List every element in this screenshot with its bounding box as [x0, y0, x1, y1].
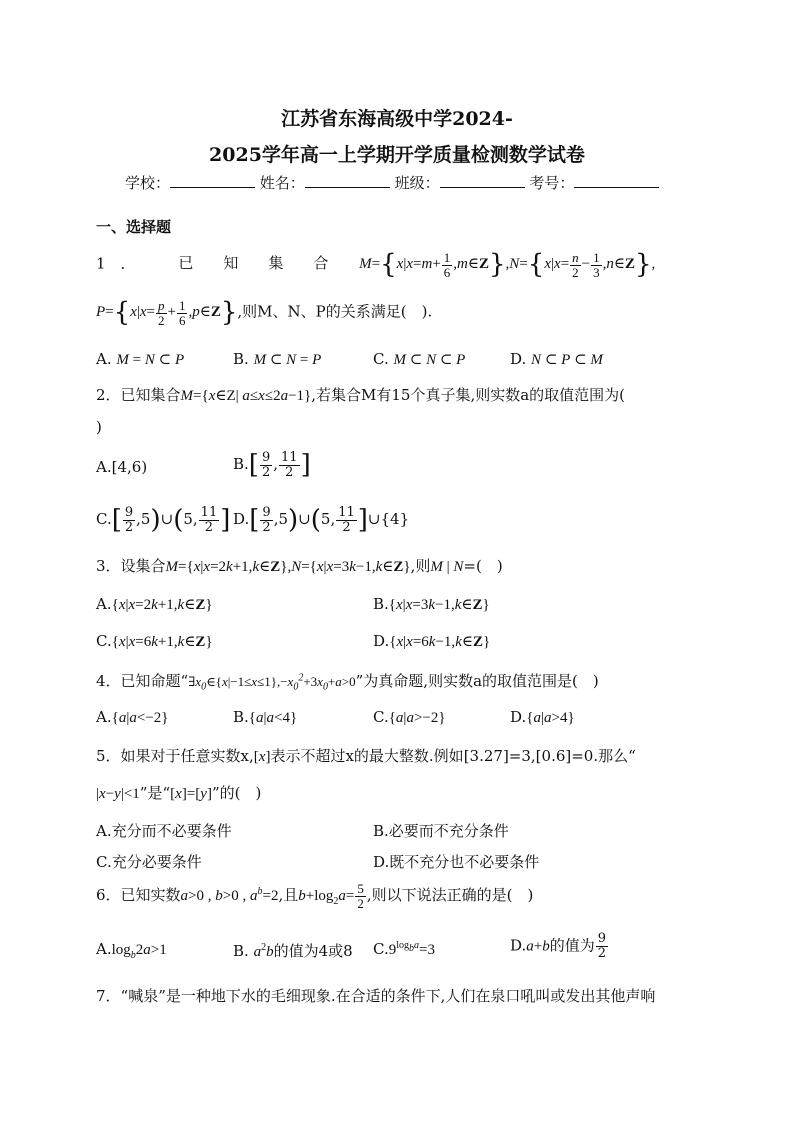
q3-expr: M | N — [430, 559, 464, 575]
q2-option-a[interactable]: A.[4,6) — [96, 458, 148, 476]
q1-option-b[interactable]: B. M ⊂ N = P — [233, 350, 322, 368]
q6-option-b[interactable]: B. $a^2b$的值为4或8 — [233, 942, 353, 960]
q3-number: 3．设集合 — [96, 557, 166, 575]
question-1-line-1 — [96, 250, 655, 280]
q1-lead: 已 知 集 合 — [178, 254, 329, 273]
name-blank — [305, 173, 390, 188]
title-line-2: 2025学年高一上学期开学质量检测数学试卷 — [209, 144, 585, 166]
info-line — [125, 172, 659, 193]
q4-option-b[interactable]: B.{a|a<4} — [233, 708, 298, 726]
q3-option-d[interactable]: D.{x|x=6k−1,k∈Z} — [373, 632, 491, 650]
q1-set-p: P={x|x= $\frac{p}{2}$ + $\frac{1}{6}$ ,p∈Z} — [96, 297, 238, 328]
class-label: 班级： — [394, 174, 440, 192]
question-5-line-2 — [96, 782, 261, 803]
q4-stem-a: 4．已知命题“ — [96, 672, 189, 690]
q3-option-b[interactable]: B.{x|x=3k−1,k∈Z} — [373, 595, 490, 613]
q2-number: 2．已知集合 — [96, 386, 181, 404]
q2-option-d[interactable]: D.[ $\frac{9}{2}$ ,5)∪(5, $\frac{11}{2}$ ]∪{4} — [233, 504, 410, 535]
q2-stem: ,若集合M有15个真子集,则实数a的取值范围为( — [311, 386, 626, 404]
q1-option-d[interactable]: D. N ⊂ P ⊂ M — [510, 350, 603, 368]
q5-stem-b: 表示不超过x的最大整数.例如 — [270, 747, 464, 765]
q4-proposition: $\exists x_0\in\{x|-1\le x\le 1\},-x_0^2+3x_0+a>0$ — [188, 672, 356, 693]
q2-option-c[interactable]: C.[ $\frac{9}{2}$ ,5)∪(5, $\frac{11}{2}$ ] — [96, 504, 231, 535]
q3-sets: M={x|x=2k+1,k∈Z},N={x|x=3k−1,k∈Z} — [165, 559, 411, 575]
section-heading: 一、选择题 — [96, 218, 172, 236]
q1-option-c[interactable]: C. M ⊂ N ⊂ P — [373, 350, 466, 368]
school-blank — [170, 173, 255, 188]
q5-floor-x: [x] — [253, 749, 271, 765]
q3-stem: ,则 — [410, 557, 431, 575]
question-2-line-1 — [96, 384, 625, 405]
q6-stem-b: ,且 — [278, 885, 299, 904]
q6-stem-a: 6．已知实数 — [96, 885, 181, 904]
question-4-line-1 — [96, 670, 599, 693]
q3-paren: =( ) — [463, 557, 503, 575]
q1-stem-end: ,则M、N、P的关系满足( ). — [237, 302, 433, 321]
q6-equation: $b+\log_2a=$ $\frac{5}{2}$ — [298, 881, 364, 911]
q3-option-a[interactable]: A.{x|x=2k+1,k∈Z} — [96, 595, 213, 613]
q3-option-c[interactable]: C.{x|x=6k+1,k∈Z} — [96, 632, 213, 650]
question-5-line-1 — [96, 745, 636, 766]
q4-option-c[interactable]: C.{a|a>−2} — [373, 708, 446, 726]
q1-option-a[interactable]: A. M = N ⊂ P — [96, 350, 185, 368]
name-label: 姓名： — [259, 174, 305, 192]
q1-set-m: M={x|x=m+ $\frac{1}{6}$ ,m∈Z},N={x|x= $\frac{n}{2}$ − $\frac{1}{3}$ ,n∈Z}, — [359, 249, 656, 280]
q6-stem-c: ,则以下说法正确的是( ) — [366, 885, 534, 904]
q6-conditions: a>0 , b>0 , $a^b=2$ — [180, 885, 279, 904]
q5-option-c[interactable]: C.充分必要条件 — [96, 853, 202, 871]
q2-stem-close: ) — [96, 418, 102, 436]
q5-stem-c: .那么“ — [593, 747, 636, 765]
q2-set: M={x∈Z| a≤x≤2a−1} — [180, 388, 312, 404]
q5-option-d[interactable]: D.既不充分也不必要条件 — [373, 853, 540, 871]
exam-no-label: 考号： — [529, 174, 575, 192]
question-1-line-2 — [96, 298, 432, 328]
question-7-line-1: 7．“喊泉”是一种地下水的毛细现象.在合适的条件下,人们在泉口吼叫或发出其他声响 — [96, 987, 656, 1005]
q5-stem-e: ”的( ) — [211, 784, 262, 802]
q6-option-d[interactable]: D.a+b的值为 $\frac{9}{2}$ — [510, 931, 607, 961]
q5-cond-2: [x]=[y] — [170, 786, 212, 802]
title-line-1: 江苏省东海高级中学2024- — [281, 108, 513, 130]
q5-example: [3.27]=3,[0.6]=0 — [463, 747, 594, 765]
q5-stem-d: ”是“ — [139, 784, 171, 802]
q4-option-a[interactable]: A.{a|a<−2} — [96, 708, 169, 726]
q1-number: 1 ． — [96, 254, 136, 273]
school-label: 学校： — [125, 174, 171, 192]
q4-stem-b: ”为真命题,则实数a的取值范围是( ) — [355, 672, 599, 690]
question-3-line-1 — [96, 555, 503, 576]
q6-option-a[interactable]: $A.\log_b2a>1$ — [96, 940, 167, 961]
q4-option-d[interactable]: D.{a|a>4} — [510, 708, 575, 726]
q5-stem-a: 5．如果对于任意实数x, — [96, 747, 254, 765]
question-6-line-1 — [96, 882, 533, 911]
q2-option-b[interactable]: B.[ $\frac{9}{2}$ , $\frac{11}{2}$ ] — [233, 449, 311, 480]
class-blank — [440, 173, 525, 188]
q5-cond-1: |x−y|<1 — [96, 786, 140, 802]
q6-option-c[interactable]: $C.9^{log_ba}=3$ — [373, 940, 435, 958]
q5-option-b[interactable]: B.必要而不充分条件 — [373, 822, 509, 840]
exam-no-blank — [574, 173, 659, 188]
q5-option-a[interactable]: A.充分而不必要条件 — [96, 822, 232, 840]
